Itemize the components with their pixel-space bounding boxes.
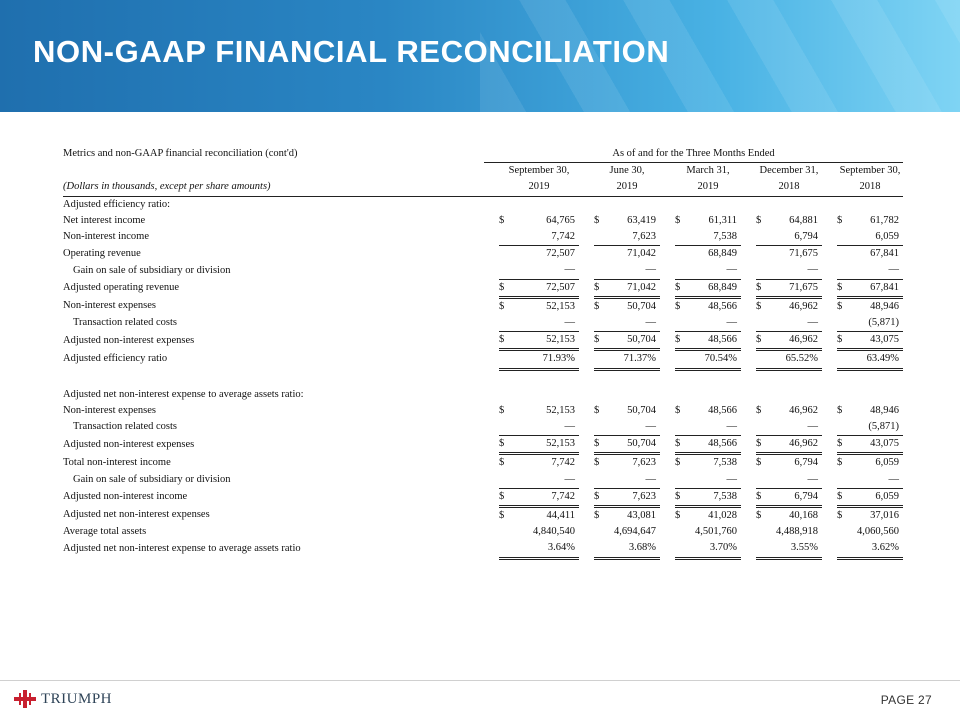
value-cell [499,419,579,436]
currency-symbol: $ [594,281,600,293]
value-cell [756,213,822,229]
cell-value: 3.55% [790,542,818,554]
cell-value: 46,962 [789,404,818,416]
cell-value: 52,153 [546,438,575,450]
cell-value: 7,623 [632,457,656,469]
value-cell [499,436,579,454]
value-cell [499,315,579,332]
table-row [63,246,903,263]
value-cell [594,419,660,436]
cell-value: 72,507 [546,281,575,293]
currency-symbol: $ [594,457,600,469]
value-cell [837,436,903,454]
triumph-cross-icon [14,690,36,708]
row-label: Gain on sale of subsidiary or division [73,473,231,485]
value-cell [499,229,579,246]
footer-divider [0,680,960,681]
column-header: March 31, [686,165,730,177]
currency-symbol: $ [837,510,843,522]
cell-value: 63.49% [866,353,899,365]
cell-value: 7,623 [632,490,656,502]
value-cell [756,229,822,246]
value-cell [675,419,741,436]
cell-value: 6,794 [794,457,818,469]
table-row [63,297,903,315]
value-cell [837,315,903,332]
value-cell [756,472,822,489]
spacer-row [63,369,903,387]
cell-value: 67,841 [870,248,899,260]
row-label: Transaction related costs [73,421,178,433]
value-cell [675,297,741,315]
value-cell [675,540,741,558]
value-cell [594,297,660,315]
value-cell [594,507,660,525]
value-cell [837,403,903,419]
column-year: 2019 [594,179,660,196]
row-label: Adjusted non-interest expenses [63,334,195,346]
value-cell [837,262,903,279]
value-cell [594,540,660,558]
cell-value: 4,060,560 [857,526,899,538]
currency-symbol: $ [594,510,600,522]
row-label: Operating revenue [63,247,141,259]
value-cell [837,332,903,350]
value-cell [675,213,741,229]
value-cell [499,507,579,525]
currency-symbol: $ [756,281,762,293]
group-header: As of and for the Three Months Ended [484,146,903,163]
column-year: 2018 [756,179,822,196]
currency-symbol: $ [756,404,762,416]
value-cell [499,403,579,419]
cell-value: — [726,264,737,276]
cell-value: 46,962 [789,438,818,450]
cell-value: — [645,317,656,329]
value-cell [594,332,660,350]
cell-value: 50,704 [627,300,656,312]
currency-symbol: $ [499,334,505,346]
value-cell [837,488,903,506]
value-cell [837,213,903,229]
cell-value: 6,794 [794,231,818,243]
currency-symbol: $ [499,457,505,469]
currency-symbol: $ [499,490,505,502]
value-cell [837,524,903,540]
value-cell [837,350,903,369]
row-label: Adjusted efficiency ratio [63,353,168,365]
column-year: 2019 [499,179,579,196]
cell-value: 43,081 [627,510,656,522]
cell-value: 7,742 [551,231,575,243]
currency-symbol: $ [837,404,843,416]
column-header: December 31, [759,165,819,177]
value-cell [499,454,579,472]
value-cell [594,262,660,279]
value-cell [837,540,903,558]
column-header: September 30, [508,165,570,177]
row-label: Net interest income [63,214,146,226]
cell-value: 48,946 [870,404,899,416]
cell-value: 50,704 [627,404,656,416]
row-label: Non-interest expenses [63,404,157,416]
cell-value: 72,507 [546,248,575,260]
page-number: PAGE 27 [880,693,932,707]
currency-symbol: $ [594,404,600,416]
cell-value: 3.68% [628,542,656,554]
cell-value: — [564,473,575,485]
value-cell [675,472,741,489]
table-row [63,315,903,332]
value-cell [837,297,903,315]
currency-symbol: $ [837,300,843,312]
cell-value: 64,765 [546,214,575,226]
value-cell [594,279,660,297]
cell-value: 52,153 [546,404,575,416]
cell-value: 48,566 [708,438,737,450]
currency-symbol: $ [594,490,600,502]
cell-value: 6,059 [875,490,899,502]
row-label: Total non-interest income [63,456,171,468]
table-row [63,488,903,506]
value-cell [756,315,822,332]
units-note: (Dollars in thousands, except per share amounts) [63,179,484,196]
row-label: Transaction related costs [73,317,178,329]
table-row [63,524,903,540]
section-title: Adjusted net non-interest expense to average assets ratio: [63,388,304,400]
currency-symbol: $ [499,300,505,312]
table-row [63,332,903,350]
value-cell [837,507,903,525]
value-cell [675,507,741,525]
section-title-row [63,387,903,403]
value-cell [499,488,579,506]
value-cell [837,472,903,489]
value-cell [756,436,822,454]
cell-value: — [807,264,818,276]
cell-value: 48,566 [708,334,737,346]
currency-symbol: $ [499,281,505,293]
value-cell [594,315,660,332]
row-label: Non-interest income [63,231,150,243]
column-header: June 30, [609,165,645,177]
cell-value: 71.93% [542,353,575,365]
currency-symbol: $ [675,404,681,416]
value-cell [594,436,660,454]
table-row [63,213,903,229]
value-cell [594,350,660,369]
currency-symbol: $ [675,490,681,502]
row-label: Average total assets [63,526,147,538]
table-caption-row [63,146,903,163]
currency-symbol: $ [594,438,600,450]
cell-value: 70.54% [704,353,737,365]
cell-value: 67,841 [870,281,899,293]
value-cell [594,246,660,263]
cell-value: — [807,317,818,329]
cell-value: — [807,421,818,433]
currency-symbol: $ [756,457,762,469]
cell-value: 61,782 [870,214,899,226]
currency-symbol: $ [756,490,762,502]
currency-symbol: $ [675,334,681,346]
cell-value: 50,704 [627,334,656,346]
value-cell [675,403,741,419]
cell-value: 3.70% [709,542,737,554]
cell-value: 71.37% [623,353,656,365]
value-cell [756,279,822,297]
value-cell [499,472,579,489]
cell-value: — [807,473,818,485]
currency-symbol: $ [675,510,681,522]
value-cell [675,262,741,279]
cell-value: 43,075 [870,334,899,346]
value-cell [594,454,660,472]
currency-symbol: $ [594,300,600,312]
value-cell [499,350,579,369]
table-row [63,436,903,454]
cell-value: 68,849 [708,248,737,260]
value-cell [499,246,579,263]
currency-symbol: $ [837,214,843,226]
value-cell [675,246,741,263]
cell-value: 71,042 [627,248,656,260]
column-header-row-1 [63,163,903,180]
cell-value: 6,059 [875,457,899,469]
currency-symbol: $ [756,214,762,226]
section-title: Adjusted efficiency ratio: [63,198,171,210]
currency-symbol: $ [675,300,681,312]
cell-value: 7,623 [632,231,656,243]
cell-value: 71,675 [789,248,818,260]
cell-value: 68,849 [708,281,737,293]
cell-value: — [645,421,656,433]
cell-value: — [888,473,899,485]
cell-value: — [645,473,656,485]
table-row [63,419,903,436]
value-cell [594,488,660,506]
value-cell [837,454,903,472]
cell-value: 7,538 [713,231,737,243]
section-title-row [63,196,903,213]
table-caption: Metrics and non-GAAP financial reconciliation (cont'd) [63,148,298,160]
cell-value: 71,675 [789,281,818,293]
cell-value: (5,871) [868,317,899,329]
value-cell [594,213,660,229]
currency-symbol: $ [837,438,843,450]
row-label: Adjusted operating revenue [63,282,180,294]
currency-symbol: $ [594,214,600,226]
header-banner [0,0,960,112]
value-cell [499,524,579,540]
value-cell [756,350,822,369]
cell-value: 43,075 [870,438,899,450]
cell-value: (5,871) [868,421,899,433]
value-cell [837,229,903,246]
cell-value: 3.64% [547,542,575,554]
cell-value: 65.52% [785,353,818,365]
currency-symbol: $ [756,438,762,450]
value-cell [594,524,660,540]
currency-symbol: $ [499,510,505,522]
table-row [63,279,903,297]
value-cell [756,419,822,436]
value-cell [756,540,822,558]
value-cell [675,315,741,332]
currency-symbol: $ [837,281,843,293]
row-label: Adjusted non-interest expenses [63,438,195,450]
table-row [63,403,903,419]
value-cell [675,436,741,454]
page-title: NON-GAAP FINANCIAL RECONCILIATION [33,34,670,69]
cell-value: 71,042 [627,281,656,293]
cell-value: 50,704 [627,438,656,450]
cell-value: 4,694,647 [614,526,656,538]
value-cell [756,262,822,279]
table-row [63,262,903,279]
table-row [63,540,903,558]
row-label: Adjusted non-interest income [63,491,188,503]
cell-value: 3.62% [871,542,899,554]
value-cell [837,246,903,263]
row-label: Adjusted net non-interest expenses [63,509,210,521]
value-cell [756,507,822,525]
value-cell [594,403,660,419]
value-cell [675,332,741,350]
column-year: 2018 [837,179,903,196]
value-cell [499,297,579,315]
cell-value: — [564,317,575,329]
cell-value: 37,016 [870,510,899,522]
cell-value: 4,840,540 [533,526,575,538]
cell-value: 48,946 [870,300,899,312]
cell-value: 64,881 [789,214,818,226]
cell-value: — [564,264,575,276]
value-cell [756,524,822,540]
row-label: Adjusted net non-interest expense to average assets ratio [63,543,301,555]
cell-value: 48,566 [708,404,737,416]
cell-value: 46,962 [789,300,818,312]
value-cell [499,213,579,229]
value-cell [675,488,741,506]
cell-value: 41,028 [708,510,737,522]
company-logo [14,690,112,708]
table-row [63,507,903,525]
cell-value: — [564,421,575,433]
table-row [63,229,903,246]
currency-symbol: $ [837,334,843,346]
cell-value: — [645,264,656,276]
currency-symbol: $ [837,490,843,502]
cell-value: 40,168 [789,510,818,522]
table-row [63,454,903,472]
value-cell [499,540,579,558]
cell-value: 52,153 [546,334,575,346]
row-label: Non-interest expenses [63,300,157,312]
cell-value: 52,153 [546,300,575,312]
value-cell [675,350,741,369]
column-header-row-2 [63,179,903,196]
column-year: 2019 [675,179,741,196]
value-cell [594,472,660,489]
currency-symbol: $ [675,438,681,450]
currency-symbol: $ [499,404,505,416]
currency-symbol: $ [756,334,762,346]
cell-value: — [726,473,737,485]
cell-value: 7,538 [713,490,737,502]
cell-value: 4,488,918 [776,526,818,538]
currency-symbol: $ [756,510,762,522]
value-cell [837,419,903,436]
currency-symbol: $ [675,281,681,293]
value-cell [675,279,741,297]
cell-value: 7,742 [551,490,575,502]
value-cell [675,524,741,540]
cell-value: 6,794 [794,490,818,502]
value-cell [756,332,822,350]
row-label: Gain on sale of subsidiary or division [73,264,231,276]
cell-value: 44,411 [546,510,575,522]
cell-value: 63,419 [627,214,656,226]
cell-value: 6,059 [875,231,899,243]
value-cell [756,297,822,315]
cell-value: 7,538 [713,457,737,469]
column-header: September 30, [839,165,901,177]
value-cell [594,229,660,246]
reconciliation-table [63,146,903,560]
currency-symbol: $ [756,300,762,312]
value-cell [675,229,741,246]
cell-value: 4,501,760 [695,526,737,538]
currency-symbol: $ [675,457,681,469]
value-cell [756,488,822,506]
table-row [63,472,903,489]
value-cell [756,403,822,419]
cell-value: — [888,264,899,276]
cell-value: 61,311 [708,214,737,226]
value-cell [675,454,741,472]
value-cell [756,454,822,472]
cell-value: 46,962 [789,334,818,346]
cell-value: — [726,317,737,329]
table-row [63,350,903,369]
value-cell [756,246,822,263]
currency-symbol: $ [675,214,681,226]
value-cell [837,279,903,297]
cell-value: 7,742 [551,457,575,469]
currency-symbol: $ [594,334,600,346]
logo-text: TRIUMPH [41,690,113,707]
cell-value: — [726,421,737,433]
value-cell [499,279,579,297]
value-cell [499,262,579,279]
currency-symbol: $ [499,438,505,450]
value-cell [499,332,579,350]
currency-symbol: $ [837,457,843,469]
cell-value: 48,566 [708,300,737,312]
currency-symbol: $ [499,214,505,226]
